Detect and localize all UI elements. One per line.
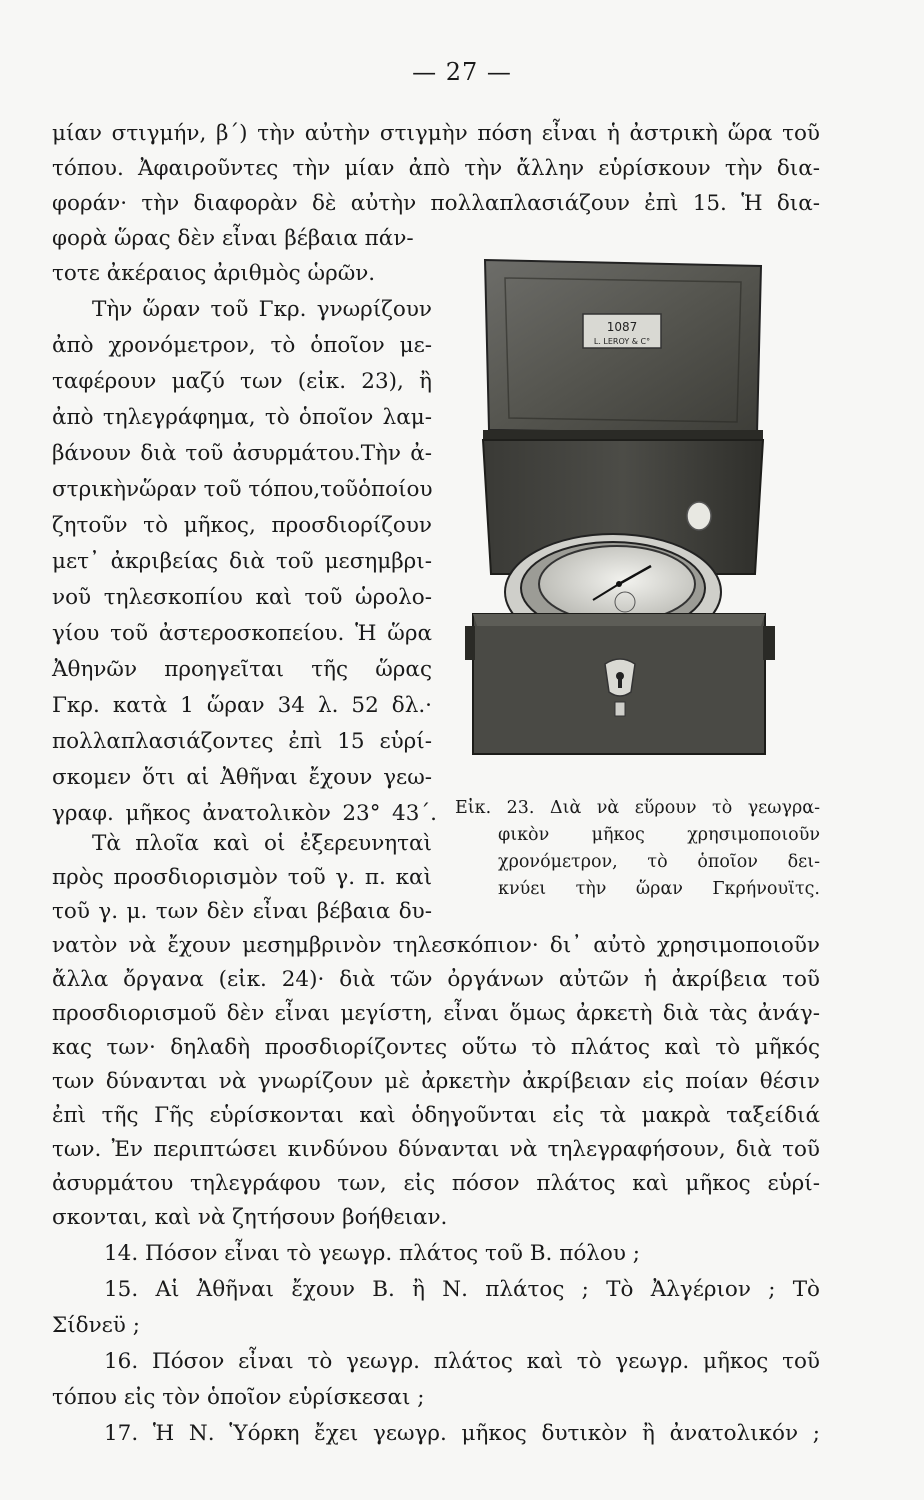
figure-caption-line: κνύει τὴν ὥραν Γκρήνουϊτς.: [498, 879, 820, 899]
exercise-14: 14. Πόσον εἶναι τὸ γεωγρ. πλάτος τοῦ Β. πόλου ;: [104, 1241, 641, 1266]
text-line: προσδιορισμοῦ δὲν εἶναι μεγίστη, εἶναι ὅμως ἀρκετὴ διὰ τὰς ἀνάγ-: [52, 1001, 820, 1026]
text-line: νοῦ τηλεσκοπίου καὶ τοῦ ὡρολο-: [52, 585, 432, 610]
text-line: σκονται, καὶ νὰ ζητήσουν βοήθειαν.: [52, 1205, 448, 1230]
text-line: πολλαπλασιάζοντες ἐπὶ 15 εὑρί-: [52, 729, 432, 754]
exercise-16-cont: τόπου εἰς τὸν ὁποῖον εὑρίσκεσαι ;: [52, 1385, 425, 1410]
text-line: νατὸν νὰ ἔχουν μεσημβρινὸν τηλεσκόπιον· δι᾽ αὐτὸ χρησιμοποιοῦν: [52, 933, 820, 958]
exercise-15: 15. Αἱ Ἀθῆναι ἔχουν Β. ἢ Ν. πλάτος ; Τὸ Ἀλγέριον ; Τὸ: [104, 1277, 820, 1302]
text-line: σκομεν ὅτι αἱ Ἀθῆναι ἔχουν γεω-: [52, 765, 432, 790]
text-line: φοράν· τὴν διαφορὰν δὲ αὐτὴν πολλαπλασιάζουν ἐπὶ 15. Ἡ δια-: [52, 191, 820, 216]
page-number: — 27 —: [412, 58, 512, 86]
text-line: στρικὴνὥραν τοῦ τόπου,τοῦὁποίου: [52, 477, 433, 502]
text-line: πρὸς προσδιορισμὸν τοῦ γ. π. καὶ: [52, 865, 432, 890]
exercise-15-cont: Σίδνεϋ ;: [52, 1313, 140, 1338]
text-line: ἐπὶ τῆς Γῆς εὑρίσκονται καὶ ὁδηγοῦνται εἰς τὰ μακρὰ ταξείδιά: [52, 1103, 820, 1128]
plate-number: 1087: [606, 320, 638, 334]
text-line: των. Ἐν περιπτώσει κινδύνου δύνανται νὰ τηλεγραφήσουν, διὰ τοῦ: [52, 1137, 820, 1162]
figure-caption-line: Εἰκ. 23. Διὰ νὰ εὕρουν τὸ γεωγρα-: [455, 798, 820, 818]
text-line: τοτε ἀκέραιος ἀριθμὸς ὡρῶν.: [52, 261, 376, 286]
text-line: ταφέρουν μαζύ των (εἰκ. 23), ἢ: [52, 369, 432, 394]
text-line: κας των· δηλαδὴ προσδιορίζοντες οὕτω τὸ πλάτος καὶ τὸ μῆκός: [52, 1035, 820, 1060]
text-line: ἀπὸ τηλεγράφημα, τὸ ὁποῖον λαμ-: [52, 405, 432, 430]
exercise-17: 17. Ἡ Ν. Ὑόρκη ἔχει γεωγρ. μῆκος δυτικὸν ἢ ἀνατολικόν ;: [104, 1421, 820, 1446]
text-line: Τὰ πλοῖα καὶ οἱ ἐξερευνηταὶ: [92, 831, 432, 856]
text-line: ἄλλα ὄργανα (εἰκ. 24)· διὰ τῶν ὀργάνων αὐτῶν ἡ ἀκρίβεια τοῦ: [52, 967, 820, 992]
text-line: γραφ. μῆκος ἀνατολικὸν 23° 43΄.: [52, 801, 437, 826]
text-line: φορὰ ὥρας δὲν εἶναι βέβαια πάν-: [52, 226, 414, 251]
chronometer-illustration: [465, 254, 781, 779]
text-line: μίαν στιγμήν, β΄) τὴν αὐτὴν στιγμὴν πόση εἶναι ἡ ἀστρικὴ ὥρα τοῦ: [52, 121, 820, 146]
text-line: των δύνανται νὰ γνωρίζουν μὲ ἀρκετὴν ἀκρίβειαν εἰς ποίαν θέσιν: [52, 1069, 820, 1094]
text-line: βάνουν διὰ τοῦ ἀσυρμάτου.Τὴν ἀ-: [52, 441, 432, 466]
text-line: τοῦ γ. μ. των δὲν εἶναι βέβαια δυ-: [52, 899, 432, 924]
text-line: τόπου. Ἀφαιροῦντες τὴν μίαν ἀπὸ τὴν ἄλλην εὑρίσκουν τὴν δια-: [52, 156, 820, 181]
chronometer-image: [465, 254, 781, 779]
text-line: ζητοῦν τὸ μῆκος, προσδιορίζουν: [52, 513, 432, 538]
exercise-16: 16. Πόσον εἶναι τὸ γεωγρ. πλάτος καὶ τὸ γεωγρ. μῆκος τοῦ: [104, 1349, 820, 1374]
text-line: Γκρ. κατὰ 1 ὥραν 34 λ. 52 δλ.·: [52, 693, 432, 718]
plate-maker: L. LEROY & C°: [593, 337, 651, 346]
figure-caption-line: φικὸν μῆκος χρησιμοποιοῦν: [498, 825, 820, 845]
text-line: ἀσυρμάτου τηλεγράφου των, εἰς πόσον πλάτος καὶ μῆκος εὑρί-: [52, 1171, 820, 1196]
text-line: ἀπὸ χρονόμετρον, τὸ ὁποῖον με-: [52, 333, 432, 358]
text-line: μετ᾽ ἀκριβείας διὰ τοῦ μεσημβρι-: [52, 549, 432, 574]
text-line: Ἀθηνῶν προηγεῖται τῆς ὥρας: [52, 657, 432, 682]
figure-caption-line: χρονόμετρον, τὸ ὁποῖον δει-: [498, 852, 820, 872]
text-line: γίου τοῦ ἀστεροσκοπείου. Ἡ ὥρα: [52, 621, 432, 646]
text-line: Τὴν ὥραν τοῦ Γκρ. γνωρίζουν: [92, 297, 432, 322]
